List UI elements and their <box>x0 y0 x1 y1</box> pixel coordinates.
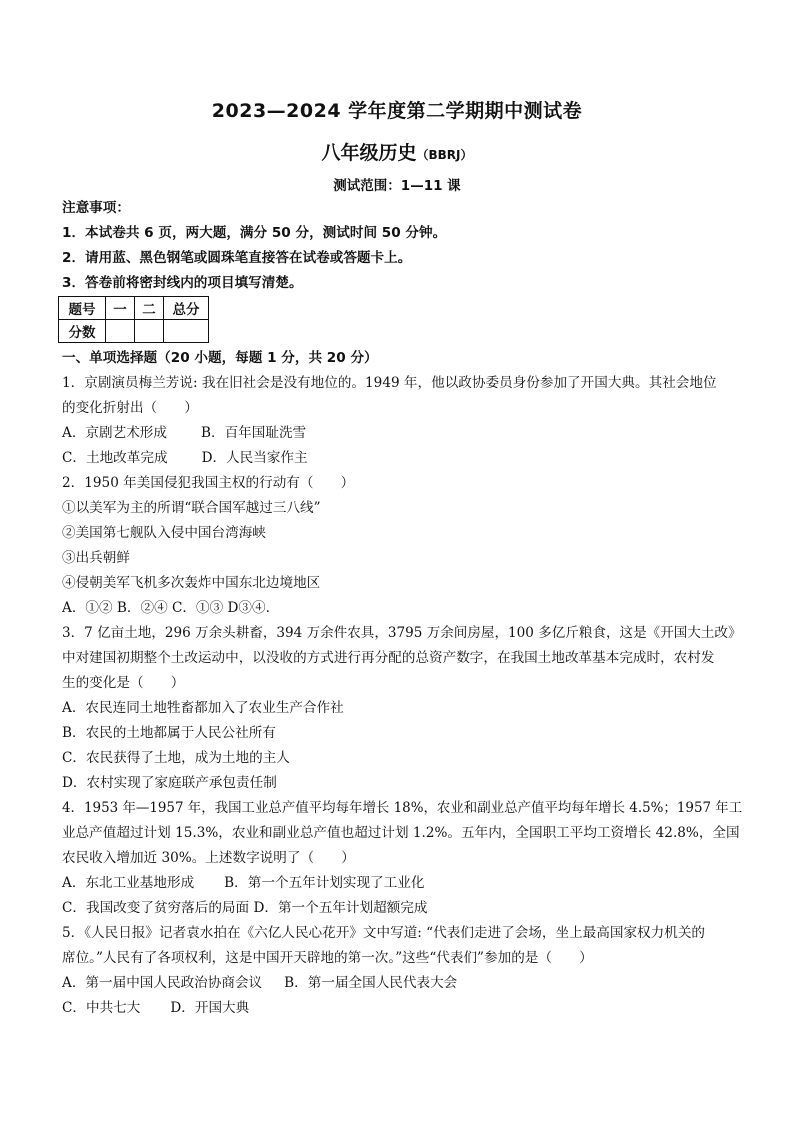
question-3-stem-cont: 生的变化是（ ） <box>62 675 185 691</box>
option-c: C．土地改革完成 <box>62 450 168 466</box>
option-c: C．农民获得了土地，成为土地的主人 <box>62 750 290 766</box>
score-table <box>58 296 209 343</box>
question-4-options-row <box>62 871 742 896</box>
question-4-stem-cont: 农民收入增加近 30%。上述数字说明了（ ） <box>62 850 355 866</box>
score-header-cell: 一 <box>106 297 135 320</box>
option-d: D．第一个五年计划超额完成 <box>253 900 428 916</box>
question-2-statement: ①以美军为主的所谓“联合国军越过三八线” <box>62 500 321 516</box>
option-b: B．第一届全国人民代表大会 <box>284 975 458 991</box>
question-4-options-row <box>62 896 742 921</box>
notice-heading: 注意事项： <box>62 200 130 216</box>
exam-subtitle <box>0 138 794 165</box>
score-cell[interactable] <box>164 320 209 343</box>
question-5-stem-cont: 席位。”人民有了各项权利，这是中国开天辟地的第一次。”这些“代表们”参加的是（ ） <box>62 950 593 966</box>
notice-section <box>62 196 742 296</box>
section-heading: 一、单项选择题（20 小题，每题 1 分，共 20 分） <box>62 350 378 366</box>
question-3-stem-cont: 中对建国初期整个土改运动中，以没收的方式进行再分配的总资产数字，在我国土地改革基本完成时，农村发 <box>62 650 715 666</box>
question-1-stem-cont: 的变化折射出（ ） <box>62 400 198 416</box>
question-1-options-row <box>62 446 742 471</box>
question-2-statement: ④侵朝美军飞机多次轰炸中国东北边境地区 <box>62 575 321 591</box>
option-a: A．农民连同土地牲畜都加入了农业生产合作社 <box>62 700 344 716</box>
score-header-cell: 二 <box>135 297 164 320</box>
option-a: A．第一届中国人民政治协商会议 <box>62 975 263 991</box>
option-b: B．农民的土地都属于人民公社所有 <box>62 725 276 741</box>
option-c: C．我国改变了贫穷落后的局面 <box>62 900 250 916</box>
score-header-cell: 题号 <box>59 297 106 320</box>
notice-item: 3．答卷前将密封线内的项目填写清楚。 <box>62 275 303 291</box>
option-c: C．中共七大 <box>62 1000 141 1016</box>
option-d: D．开国大典 <box>170 1000 250 1016</box>
score-cell[interactable] <box>135 320 164 343</box>
notice-item: 2．请用蓝、黑色钢笔或圆珠笔直接答在试卷或答题卡上。 <box>62 250 412 266</box>
subject-label: 八年级历史 <box>321 142 417 164</box>
question-5-stem: 5．《人民日报》记者袁水拍在《六亿人民心花开》文中写道: “代表们走进了会场，坐上最高国家权力机关的 <box>62 925 706 941</box>
score-header-cell: 总分 <box>164 297 209 320</box>
score-table-row <box>59 320 209 343</box>
question-2-statement: ③出兵朝鲜 <box>62 550 130 566</box>
score-cell[interactable] <box>106 320 135 343</box>
question-5-options-row <box>62 971 742 996</box>
question-2-options: A．①② B．②④ C．①③ D③④. <box>62 600 270 616</box>
option-b: B．第一个五年计划实现了工业化 <box>224 875 425 891</box>
question-1-options-row <box>62 421 742 446</box>
question-3-stem: 3．7 亿亩土地，296 万余头耕畜，394 万余件农具，3795 万余间房屋，100 多亿斤粮食，这是《开国大土改》 <box>62 625 742 641</box>
test-scope: 测试范围：1—11 课 <box>333 178 461 194</box>
questions-section <box>62 346 742 1021</box>
exam-title: 2023—2024 学年度第二学期期中测试卷 <box>211 100 583 122</box>
edition-tag: （BBRJ） <box>416 148 473 162</box>
option-d: D．农村实现了家庭联产承包责任制 <box>62 775 277 791</box>
option-a: A．京剧艺术形成 <box>62 425 167 441</box>
question-2-stem: 2．1950 年美国侵犯我国主权的行动有（ ） <box>62 475 355 491</box>
notice-item: 1．本试卷共 6 页，两大题，满分 50 分，测试时间 50 分钟。 <box>62 225 447 241</box>
question-5-options-row <box>62 996 742 1021</box>
question-4-stem: 4．1953 年—1957 年，我国工业总产值平均每年增长 18%，农业和副业总产值平均每年增长 4.5%；1957 年工 <box>62 800 743 816</box>
question-4-stem-cont: 业总产值超过计划 15.3%，农业和副业总产值也超过计划 1.2%。五年内，全国职工平均工资增长 42.8%，全国 <box>62 825 740 841</box>
option-a: A．东北工业基地形成 <box>62 875 195 891</box>
score-table-header-row <box>59 297 209 320</box>
question-1-stem: 1．京剧演员梅兰芳说: 我在旧社会是没有地位的。1949 年，他以政协委员身份参加了开国大典。其社会地位 <box>62 375 717 391</box>
question-2-statement: ②美国第七舰队入侵中国台湾海峡 <box>62 525 266 541</box>
option-d: D．人民当家作主 <box>201 450 308 466</box>
option-b: B．百年国耻洗雪 <box>200 425 307 441</box>
score-row-label: 分数 <box>59 320 106 343</box>
